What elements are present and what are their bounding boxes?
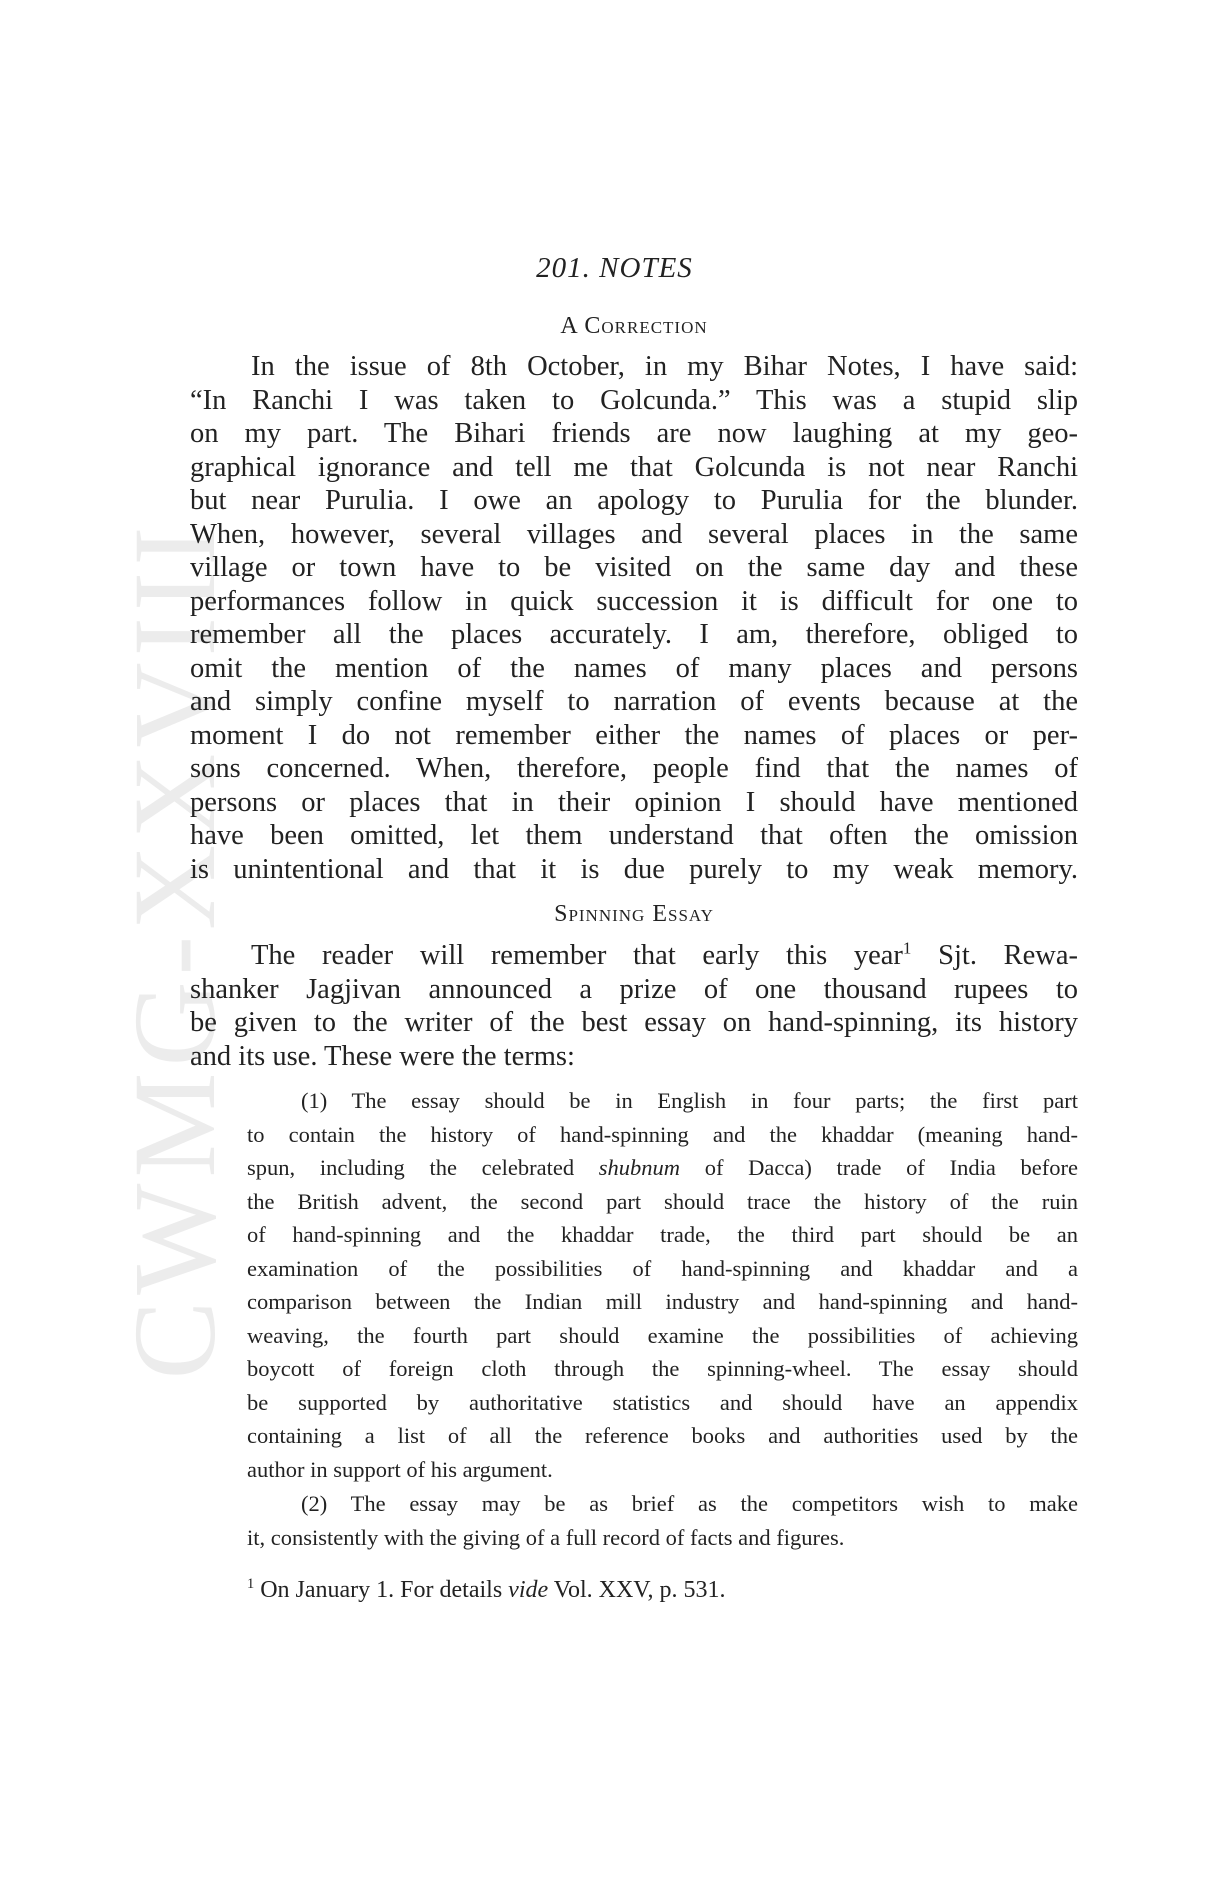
text-line: moment I do not remember either the names of places or per- [190, 719, 1078, 751]
text-line: In the issue of 8th October, in my Bihar Notes, I have said: [251, 351, 1078, 382]
text-line: author in support of his argument. [247, 1456, 553, 1482]
text-line: on my part. The Bihari friends are now laughing at my geo- [190, 418, 1078, 449]
section-heading-correction: A Correction [560, 313, 708, 339]
text-line: omit the mention of the names of many places and persons [190, 652, 1078, 684]
text-line: weaving, the fourth part should examine the possibilities of achieving [247, 1322, 1078, 1348]
text-line: village or town have to be visited on the same day and these [190, 552, 1078, 583]
text-line: be given to the writer of the best essay on hand-spinning, its history [190, 1007, 1078, 1038]
text-line: performances follow in quick succession it is difficult for one to [190, 585, 1078, 617]
text-line: and its use. These were the terms: [190, 1040, 575, 1072]
footnote-text: On January 1. For details [260, 1577, 503, 1603]
footnote-italic: vide [508, 1577, 549, 1603]
watermark: CWMG-XXVIII [109, 520, 240, 1380]
text-fragment: Sjt. Rewa- [911, 940, 1078, 971]
text-line: graphical ignorance and tell me that Golcunda is not near Ranchi [190, 451, 1078, 483]
text-line: boycott of foreign cloth through the spinning-wheel. The essay should [247, 1356, 1078, 1381]
text-line: but near Purulia. I owe an apology to Purulia for the blunder. [190, 485, 1078, 516]
spinning-paragraph [190, 939, 1078, 1073]
text-line: containing a list of all the reference books and authorities used by the [247, 1423, 1078, 1448]
footnote-text: Vol. XXV, p. 531. [553, 1577, 726, 1603]
text-line: be supported by authoritative statistics and should have an appendix [247, 1389, 1078, 1415]
text-line: “In Ranchi I was taken to Golcunda.” This was a stupid slip [190, 384, 1078, 416]
text-line: (1) The essay should be in English in four parts; the first part [301, 1088, 1078, 1113]
footnote [247, 1577, 726, 1604]
text-line: (2) The essay may be as brief as the competitors wish to make [301, 1491, 1078, 1516]
text-line: have been omitted, let them understand that often the omission [190, 820, 1078, 851]
footnote-reference: 1 [902, 938, 912, 958]
section-heading-spinning-essay: Spinning Essay [554, 901, 714, 927]
text-line: it, consistently with the giving of a full record of facts and figures. [247, 1524, 845, 1550]
text-line [190, 939, 1078, 973]
text-line: persons or places that in their opinion I should have mentioned [190, 786, 1078, 818]
text-line: is unintentional and that it is due purely to my weak memory. [190, 853, 1078, 885]
text-line: comparison between the Indian mill industry and hand-spinning and hand- [247, 1289, 1078, 1314]
text-line: When, however, several villages and several places in the same [190, 518, 1078, 550]
text-line: and simply confine myself to narration of events because at the [190, 686, 1078, 717]
text-line: examination of the possibilities of hand-spinning and khaddar and a [247, 1255, 1078, 1281]
text-line: the British advent, the second part should trace the history of the ruin [247, 1188, 1078, 1214]
page-title: 201. NOTES [536, 252, 693, 284]
text-line: remember all the places accurately. I am, therefore, obliged to [190, 619, 1078, 650]
text-fragment: spun, including the celebrated [247, 1155, 575, 1180]
text-line: of hand-spinning and the khaddar trade, the third part should be an [247, 1222, 1078, 1247]
text-line [247, 1151, 1078, 1185]
text-fragment: of Dacca) trade of India before [704, 1155, 1078, 1180]
text-line: sons concerned. When, therefore, people find that the names of [190, 753, 1078, 784]
text-line: to contain the history of hand-spinning and the khaddar (meaning hand- [247, 1121, 1078, 1147]
term-2 [247, 1487, 1078, 1554]
term-1 [247, 1084, 1078, 1486]
text-line: shanker Jagjivan announced a prize of one thousand rupees to [190, 973, 1078, 1005]
correction-paragraph [190, 350, 1078, 886]
italic-term: shubnum [598, 1155, 681, 1180]
footnote-mark: 1 [247, 1576, 255, 1592]
text-fragment: The reader will remember that early this year [251, 940, 903, 971]
